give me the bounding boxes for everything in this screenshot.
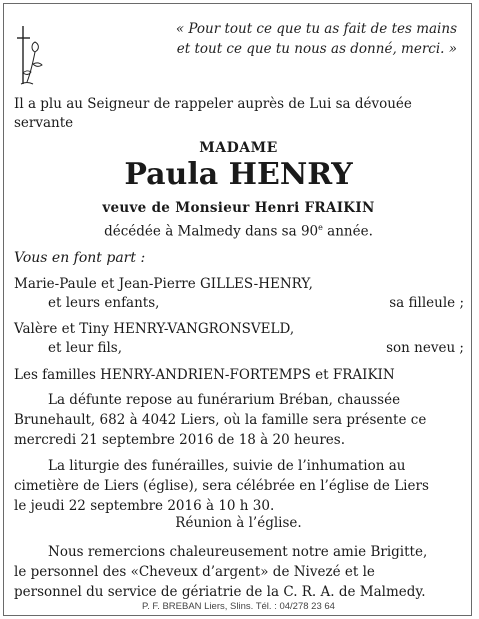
family-relation: sa filleule ; <box>389 295 464 311</box>
family-line-2: et leurs enfants, <box>48 295 160 311</box>
cross-with-flower-icon <box>15 24 47 88</box>
death-notice <box>4 223 473 240</box>
family-line-1: Valère et Tiny HENRY-VANGRONSVELD, <box>14 321 295 337</box>
rest-paragraph <box>14 390 466 450</box>
liturgy-paragraph <box>14 456 466 516</box>
intro-line-1: Il a plu au Seigneur de rappeler auprès de Lui sa dévouée <box>14 96 412 112</box>
honorific: MADAME <box>199 140 278 156</box>
meeting-line: Réunion à l’église. <box>175 515 302 531</box>
thanks-line-3: personnel du service de gériatrie de la C. R. A. de Malmedy. <box>14 584 426 600</box>
deceased-name: Paula HENRY <box>124 157 353 192</box>
intro-text <box>14 95 412 133</box>
death-prefix: décédée à Malmedy dans sa 90 <box>104 223 319 240</box>
family-relation: son neveu ; <box>386 340 464 356</box>
widow-of: veuve de Monsieur Henri FRAIKIN <box>102 200 375 216</box>
thanks-line-2: le personnel des «Cheveux d’argent» de Nivezé et le <box>14 564 375 580</box>
family-entry <box>14 320 464 358</box>
intro-line-2: servante <box>14 115 74 131</box>
announcement-heading: Vous en font part : <box>14 250 146 266</box>
death-superscript: e <box>318 223 323 232</box>
thanks-line-1: Nous remercions chaleureusement notre amie Brigitte, <box>48 544 428 560</box>
quote-line-2: et tout ce que tu nous as donné, merci. » <box>176 41 457 57</box>
family-line-1: Marie-Paule et Jean-Pierre GILLES-HENRY, <box>14 276 313 292</box>
rest-line-2: Brunehault, 682 à 4042 Liers, où la famille sera présente ce <box>14 412 427 428</box>
rest-line-3: mercredi 21 septembre 2016 de 18 à 20 heures. <box>14 432 346 448</box>
liturgy-line-2: cimetière de Liers (église), sera célébrée en l’église de Liers <box>14 478 429 494</box>
thanks-paragraph <box>14 542 466 602</box>
liturgy-line-1: La liturgie des funérailles, suivie de l’inhumation au <box>48 458 406 474</box>
funeral-home-footer: P. F. BREBAN Liers, Slins. Tél. : 04/278 23 64 <box>142 601 335 612</box>
epigraph-quote <box>176 19 457 59</box>
rest-line-1: La défunte repose au funérarium Bréban, chaussée <box>48 392 401 408</box>
obituary-card <box>3 3 472 616</box>
family-line-2: et leur fils, <box>48 340 122 356</box>
liturgy-line-3: le jeudi 22 septembre 2016 à 10 h 30. <box>14 498 275 514</box>
families-line: Les familles HENRY-ANDRIEN-FORTEMPS et FRAIKIN <box>14 367 395 383</box>
quote-line-1: « Pour tout ce que tu as fait de tes mains <box>175 21 457 37</box>
family-entry <box>14 275 464 313</box>
death-suffix: année. <box>322 223 373 240</box>
